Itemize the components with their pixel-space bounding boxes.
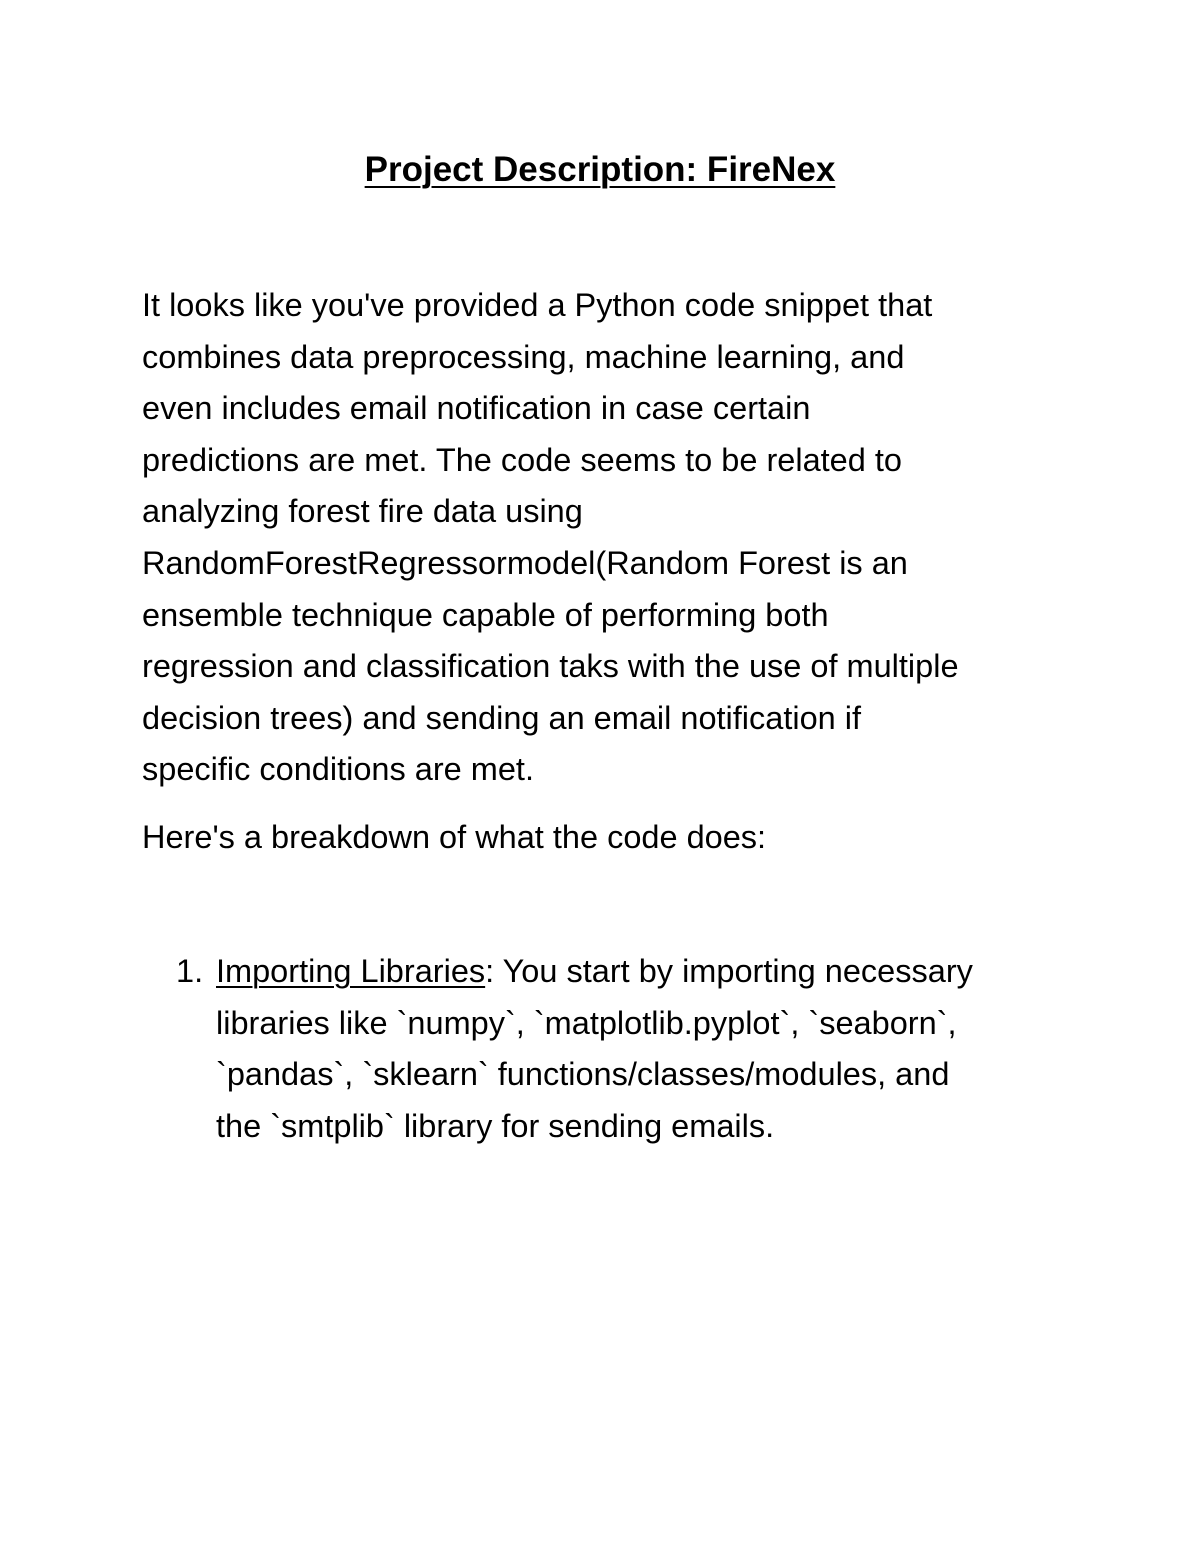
intro-line: ensemble technique capable of performing both [142,596,829,633]
list-item-heading-suffix: : You start by importing necessary [485,953,973,989]
intro-line: even includes email notification in case certain [142,390,811,427]
list-item-line: libraries like `numpy`, `matplotlib.pyplot`, `seaborn`, [216,1004,957,1041]
intro-line: RandomForestRegressormodel(Random Forest is an [142,544,908,581]
intro-line: regression and classification taks with the use of multiple [142,648,959,685]
intro-line: It looks like you've provided a Python code snippet that [142,287,933,323]
breakdown-list [142,946,1082,1152]
intro-line: analyzing forest fire data using [142,493,583,530]
intro-paragraph [142,280,1072,796]
intro-line: decision trees) and sending an email notification if [142,699,862,736]
page-title-text: Project Description: FireNex [364,150,836,189]
intro-line: specific conditions are met. [142,751,534,788]
list-item-line: `pandas`, `sklearn` functions/classes/modules, and [216,1056,950,1093]
intro-line: predictions are met. The code seems to be related to [142,441,902,478]
list-item [142,946,1082,1152]
list-item-number: 1. [176,953,204,989]
list-item-first-line [216,946,1082,998]
breakdown-intro: Here's a breakdown of what the code does: [142,819,767,855]
intro-line: combines data preprocessing, machine learning, and [142,338,905,375]
list-item-line: the `smtplib` library for sending emails. [216,1107,775,1144]
list-item-heading: Importing Libraries [216,953,486,989]
page-title [0,146,1200,194]
